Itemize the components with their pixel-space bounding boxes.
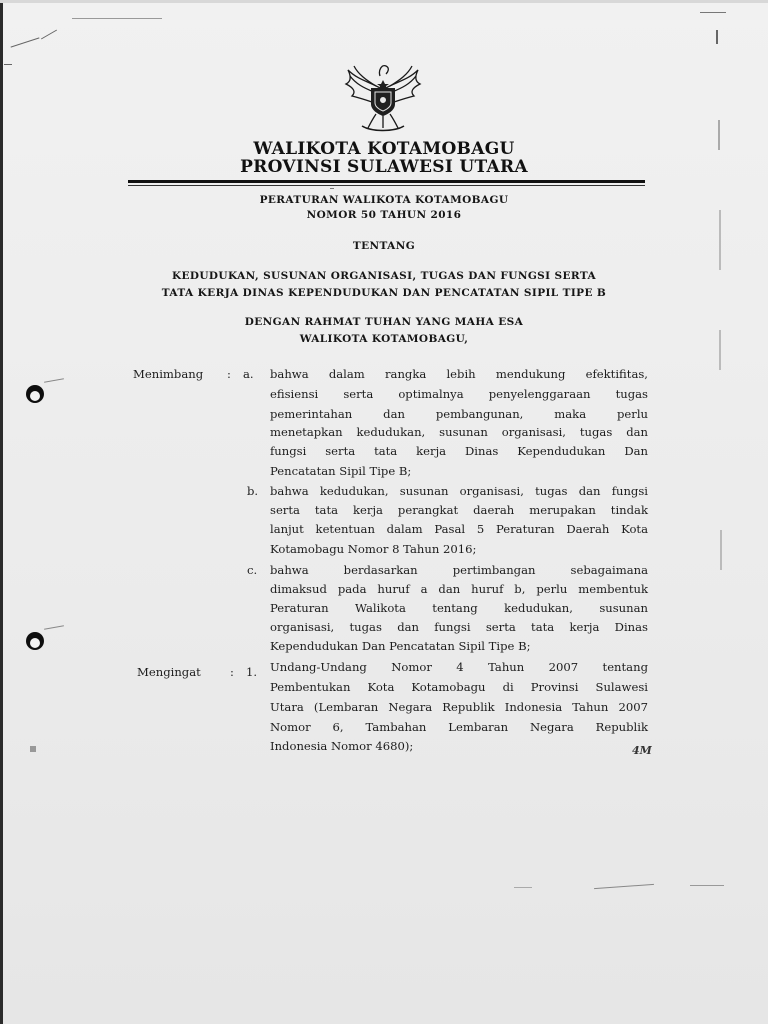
mengingat-label: Mengingat	[137, 665, 201, 679]
menimbang-colon: :	[227, 367, 231, 381]
text-line: lanjut ketentuan dalam Pasal 5 Peraturan Daerah Kota	[270, 522, 648, 536]
text-line: organisasi, tugas dan fungsi serta tata kerja Dinas	[270, 620, 648, 634]
text-line: Nomor 6, Tambahan Lembaran Negara Republik	[270, 720, 648, 734]
scan-noise	[700, 12, 726, 13]
scan-noise	[72, 18, 162, 19]
text-line: bahwa berdasarkan pertimbangan sebagaimana	[270, 563, 648, 577]
item-marker: 1.	[246, 665, 258, 679]
scan-noise	[720, 530, 722, 570]
text-line: serta tata kerja perangkat daerah merupakan tindak	[270, 503, 648, 517]
authority-line: WALIKOTA KOTAMOBAGU,	[299, 333, 469, 345]
text-line: Indonesia Nomor 4680);	[270, 739, 414, 753]
text-line: fungsi serta tata kerja Dinas Kependudukan Dan	[270, 444, 648, 458]
scan-noise	[514, 887, 532, 888]
scan-noise	[330, 188, 334, 189]
scan-noise	[4, 64, 12, 65]
scan-noise	[30, 746, 36, 752]
text-line: Pencatatan Sipil Tipe B;	[270, 464, 412, 478]
regulation-about: TENTANG	[352, 240, 416, 252]
regulation-subject-line1: KEDUDUKAN, SUSUNAN ORGANISASI, TUGAS DAN FUNGSI SERTA	[171, 270, 597, 282]
scan-noise	[719, 330, 721, 370]
menimbang-label: Menimbang	[133, 367, 204, 381]
item-marker: b.	[247, 484, 259, 498]
scan-noise	[690, 885, 724, 886]
header-city: WALIKOTA KOTAMOBAGU	[253, 139, 515, 159]
scan-noise	[718, 120, 720, 150]
scan-noise	[41, 30, 57, 40]
scan-noise	[594, 884, 654, 889]
scan-noise	[44, 625, 64, 629]
header-rule-thick	[128, 180, 645, 183]
text-line: Pembentukan Kota Kotamobagu di Provinsi Sulawesi	[270, 680, 648, 694]
paraf-initials: 4M	[632, 744, 652, 757]
header-province: PROVINSI SULAWESI UTARA	[240, 157, 528, 177]
text-line: Utara (Lembaran Negara Republik Indonesia Tahun 2007	[270, 700, 648, 714]
scan-noise	[719, 210, 721, 270]
regulation-title: PERATURAN WALIKOTA KOTAMOBAGU	[259, 194, 509, 206]
mengingat-colon: :	[230, 665, 234, 679]
text-line: dimaksud pada huruf a dan huruf b, perlu membentuk	[270, 582, 648, 596]
scan-noise	[44, 378, 64, 382]
item-marker: c.	[247, 563, 258, 577]
text-line: menetapkan kedudukan, susunan organisasi, tugas dan	[270, 425, 648, 439]
text-line: efisiensi serta optimalnya penyelenggaraan tugas	[270, 387, 648, 401]
text-line: Kotamobagu Nomor 8 Tahun 2016;	[270, 542, 477, 556]
text-line: bahwa kedudukan, susunan organisasi, tugas dan fungsi	[270, 484, 648, 498]
garuda-emblem-icon	[342, 58, 424, 134]
text-line: bahwa dalam rangka lebih mendukung efektifitas,	[270, 367, 648, 381]
scan-top-edge	[0, 0, 768, 3]
regulation-number: NOMOR 50 TAHUN 2016	[306, 209, 462, 221]
text-line: Kependudukan Dan Pencatatan Sipil Tipe B;	[270, 639, 531, 653]
text-line: Peraturan Walikota tentang kedudukan, susunan	[270, 601, 648, 615]
text-line: Undang-Undang Nomor 4 Tahun 2007 tentang	[270, 660, 648, 674]
scan-noise	[11, 37, 40, 47]
blessing-line: DENGAN RAHMAT TUHAN YANG MAHA ESA	[244, 316, 524, 328]
text-line: pemerintahan dan pembangunan, maka perlu	[270, 407, 648, 421]
item-marker: a.	[243, 367, 254, 381]
regulation-subject-line2: TATA KERJA DINAS KEPENDUDUKAN DAN PENCATATAN SIPIL TIPE B	[161, 287, 607, 299]
header-rule-thin	[128, 185, 645, 186]
scan-noise	[716, 30, 718, 44]
punch-hole-icon	[26, 632, 44, 650]
punch-hole-icon	[26, 385, 44, 403]
